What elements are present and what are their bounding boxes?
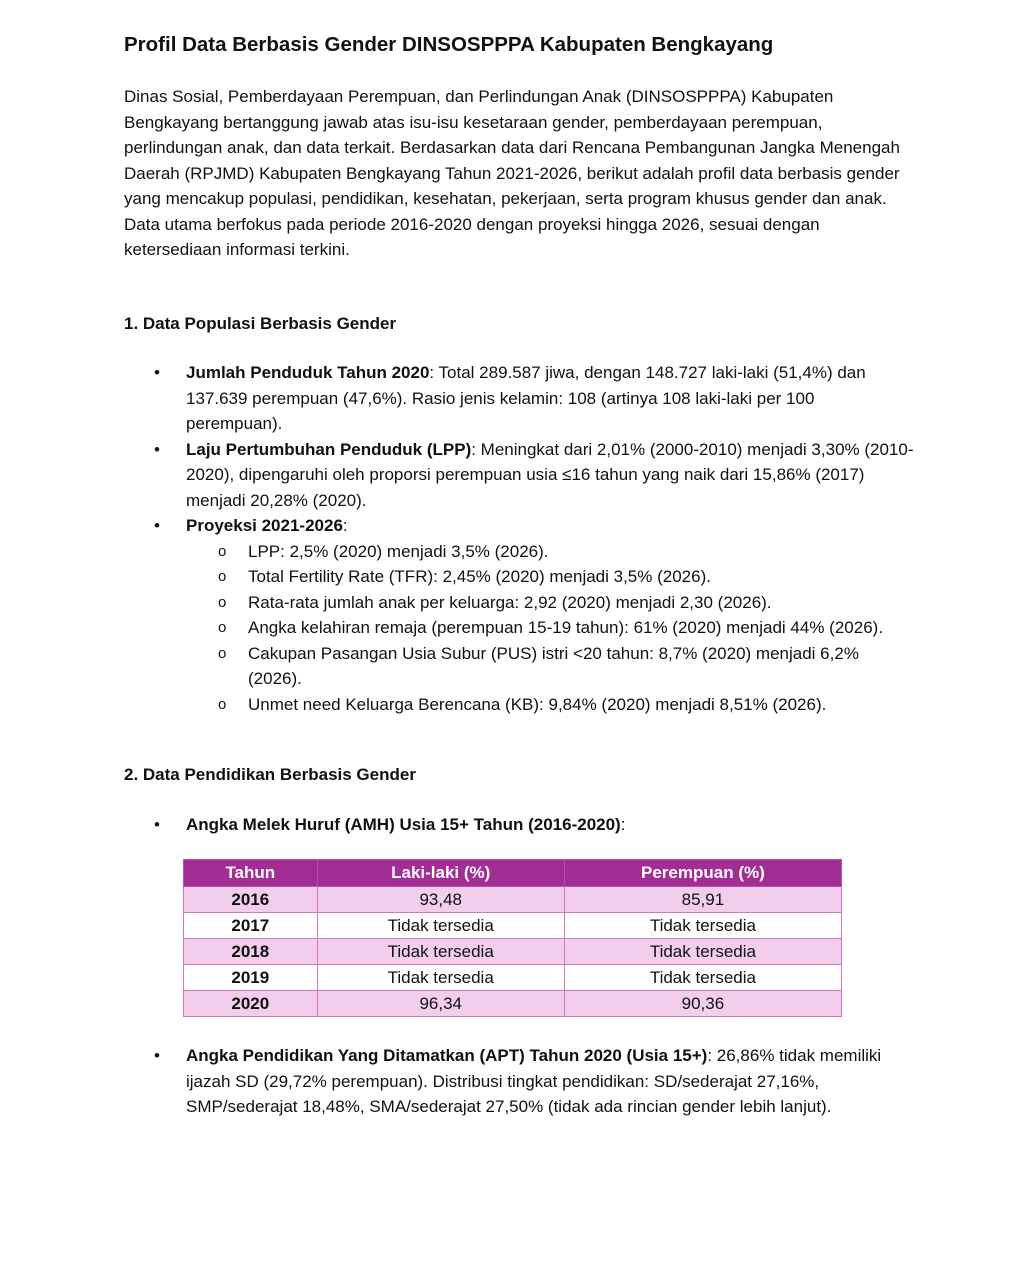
male-value-cell: 93,48 (317, 887, 564, 913)
section-1-heading: 1. Data Populasi Berbasis Gender (124, 314, 397, 333)
year-cell: 2016 (184, 887, 318, 913)
table-row (184, 991, 842, 1017)
bullet-text: : Total 289.587 jiwa, dengan 148.727 laki-laki (51,4%) dan 137.639 perempuan (47,6%). Rasio jenis kelamin: 108 (artinya 108 laki-laki per 100 perempuan). (186, 363, 866, 433)
male-value-cell: Tidak tersedia (317, 913, 564, 939)
bullet-label: Proyeksi 2021-2026 (186, 516, 343, 535)
sub-list-item: o Cakupan Pasangan Usia Subur (PUS) istri <20 tahun: 8,7% (2020) menjadi 6,2% (2026). (186, 641, 914, 692)
bullet-text: : (342, 516, 348, 535)
list-item (124, 1043, 914, 1120)
section-2-heading: 2. Data Pendidikan Berbasis Gender (124, 765, 416, 784)
bullet-label: Angka Pendidikan Yang Ditamatkan (APT) Tahun 2020 (Usia 15+) (186, 1046, 708, 1065)
population-bullet-list (124, 360, 914, 717)
sub-list-item: o LPP: 2,5% (2020) menjadi 3,5% (2026). (186, 539, 914, 565)
bullet-label: Jumlah Penduduk Tahun 2020 (186, 363, 430, 382)
male-value-cell: 96,34 (317, 991, 564, 1017)
sub-list-item: o Total Fertility Rate (TFR): 2,45% (2020) menjadi 3,5% (2026). (186, 564, 914, 590)
sub-list-item: o Rata-rata jumlah anak per keluarga: 2,92 (2020) menjadi 2,30 (2026). (186, 590, 914, 616)
table-row (184, 939, 842, 965)
female-value-cell: 90,36 (564, 991, 841, 1017)
table-row (184, 887, 842, 913)
intro-paragraph: Dinas Sosial, Pemberdayaan Perempuan, dan Perlindungan Anak (DINSOSPPPA) Kabupaten Bengkayang bertanggung jawab atas isu-isu kesetaraan gender, pemberdayaan perempuan, perlindungan anak, dan data terkait. Berdasarkan data dari Rencana Pembangunan Jangka Menengah Daerah (RPJMD) Kabupaten Bengkayang Tahun 2021-2026, berikut adalah profil data berbasis gender yang mencakup populasi, pendidikan, kesehatan, pekerjaan, serta program khusus gender dan anak. Data utama berfokus pada periode 2016-2020 dengan proyeksi hingga 2026, sesuai dengan ketersediaan informasi terkini. (124, 87, 900, 259)
projection-sublist (186, 539, 914, 718)
female-value-cell: 85,91 (564, 887, 841, 913)
column-header-male: Laki-laki (%) (317, 860, 564, 887)
table-row (184, 965, 842, 991)
bullet-text: : (620, 815, 626, 834)
list-item (124, 360, 914, 437)
apt-bullet-list (124, 1043, 914, 1120)
female-value-cell: Tidak tersedia (564, 913, 841, 939)
year-cell: 2019 (184, 965, 318, 991)
bullet-text: : 26,86% tidak memiliki ijazah SD (29,72% perempuan). Distribusi tingkat pendidikan: SD/sederajat 27,16%, SMP/sederajat 18,48%, SMA/sederajat 27,50% (tidak ada rincian gender lebih lanjut). (186, 1046, 882, 1116)
table-row (184, 913, 842, 939)
year-cell: 2018 (184, 939, 318, 965)
sub-list-item: o Unmet need Keluarga Berencana (KB): 9,84% (2020) menjadi 8,51% (2026). (186, 692, 914, 718)
column-header-year: Tahun (184, 860, 318, 887)
table-header-row (184, 860, 842, 887)
bullet-label: Angka Melek Huruf (AMH) Usia 15+ Tahun (2016-2020) (186, 815, 621, 834)
bullet-label: Laju Pertumbuhan Penduduk (LPP) (186, 439, 472, 459)
female-value-cell: Tidak tersedia (564, 939, 841, 965)
list-item (124, 812, 914, 838)
sub-list-item: o Angka kelahiran remaja (perempuan 15-19 tahun): 61% (2020) menjadi 44% (2026). (186, 615, 914, 641)
amh-bullet-list (124, 812, 914, 838)
bullet-text: : Meningkat dari 2,01% (2000-2010) menjadi 3,30% (2010-2020), dipengaruhi oleh proporsi perempuan usia ≤16 tahun yang naik dari 15,86% (2017) menjadi 20,28% (2020). (186, 439, 914, 510)
male-value-cell: Tidak tersedia (317, 965, 564, 991)
male-value-cell: Tidak tersedia (317, 939, 564, 965)
year-cell: 2017 (184, 913, 318, 939)
year-cell: 2020 (184, 991, 318, 1017)
female-value-cell: Tidak tersedia (564, 965, 841, 991)
column-header-female: Perempuan (%) (564, 860, 841, 887)
list-item (124, 437, 914, 514)
list-item (124, 513, 914, 717)
amh-table (183, 859, 842, 1017)
document-title: Profil Data Berbasis Gender DINSOSPPPA Kabupaten Bengkayang (124, 33, 774, 56)
